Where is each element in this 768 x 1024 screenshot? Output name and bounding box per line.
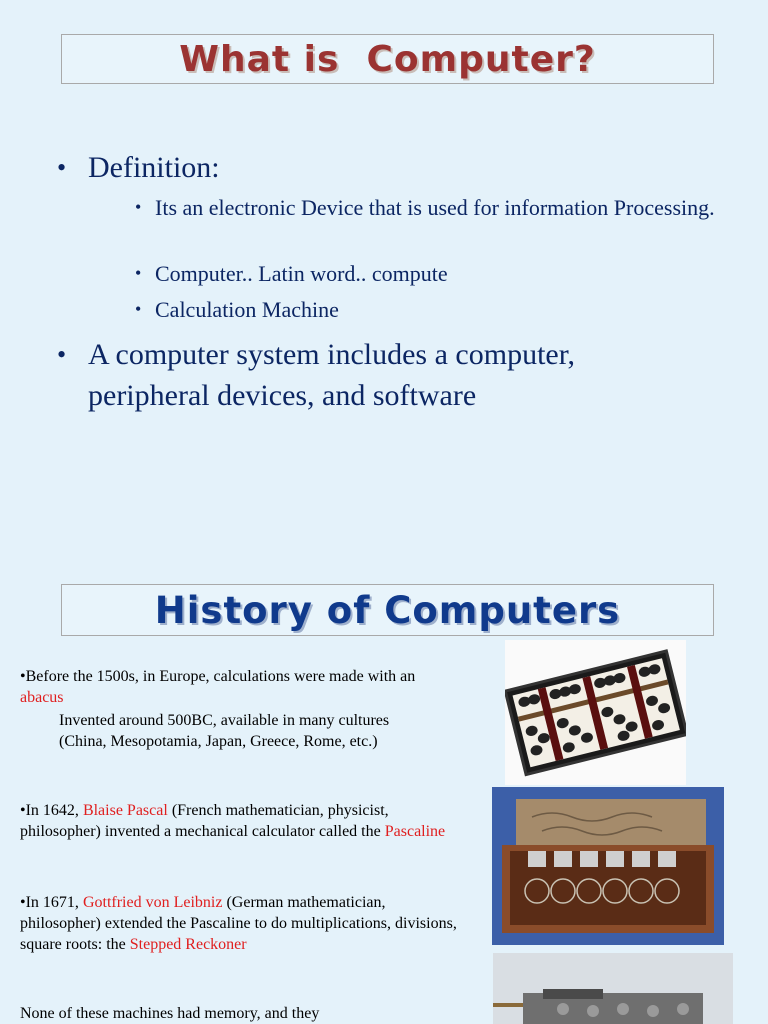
paragraph-text: •In 1671, bbox=[20, 894, 83, 911]
history-paragraph-abacus bbox=[20, 666, 460, 708]
definition-label: Definition: bbox=[88, 151, 220, 184]
sub-bullet-2 bbox=[135, 258, 448, 289]
bullet-dot: • bbox=[135, 197, 142, 217]
pascaline-image bbox=[492, 787, 724, 945]
highlight-stepped-reckoner: Stepped Reckoner bbox=[129, 936, 247, 953]
paragraph-text: (German mathematician, philosopher) extended the Pascaline to do multiplications, divisions, square roots: the bbox=[20, 894, 457, 953]
sub-bullet-text: Computer.. Latin word.. compute bbox=[155, 261, 448, 286]
computer-system-text: A computer system includes a computer, peripheral devices, and software bbox=[88, 338, 576, 412]
bullet-dot: • bbox=[57, 340, 67, 369]
paragraph-text: (French mathematician, physicist, philosopher) invented a mechanical calculator called the bbox=[20, 802, 389, 840]
bullet-dot: • bbox=[57, 153, 67, 182]
highlight-abacus: abacus bbox=[20, 689, 64, 706]
highlight-pascaline: Pascaline bbox=[384, 823, 446, 840]
history-paragraph-no-memory: None of these machines had memory, and they bbox=[20, 1005, 320, 1022]
paragraph-text: •In 1642, bbox=[20, 802, 83, 819]
sub-bullet-text: Its an electronic Device that is used for information Processing. bbox=[155, 195, 715, 220]
history-paragraph-pascal bbox=[20, 800, 460, 842]
bullet-dot: • bbox=[135, 299, 142, 319]
definition-bullet bbox=[57, 147, 220, 188]
slide1-title: What is Computer? bbox=[179, 38, 596, 80]
sub-bullet-text: Calculation Machine bbox=[155, 297, 339, 322]
stepped-reckoner-image bbox=[493, 953, 733, 1024]
computer-system-bullet bbox=[57, 334, 688, 416]
sub-bullet-3 bbox=[135, 294, 339, 325]
sub-bullet-1 bbox=[135, 192, 715, 223]
history-paragraph-leibniz bbox=[20, 892, 460, 955]
slide2-title: History of Computers bbox=[154, 588, 621, 632]
slide2-title-box bbox=[61, 584, 714, 636]
history-abacus-detail: Invented around 500BC, available in many cultures (China, Mesopotamia, Japan, Greece, Rome, etc.) bbox=[59, 712, 390, 750]
highlight-leibniz: Gottfried von Leibniz bbox=[82, 894, 223, 911]
highlight-blaise-pascal: Blaise Pascal bbox=[82, 802, 168, 819]
paragraph-text: •Before the 1500s, in Europe, calculations were made with an bbox=[20, 668, 416, 685]
abacus-image bbox=[505, 640, 686, 785]
slide1-title-box bbox=[61, 34, 714, 84]
bullet-dot: • bbox=[135, 263, 142, 283]
